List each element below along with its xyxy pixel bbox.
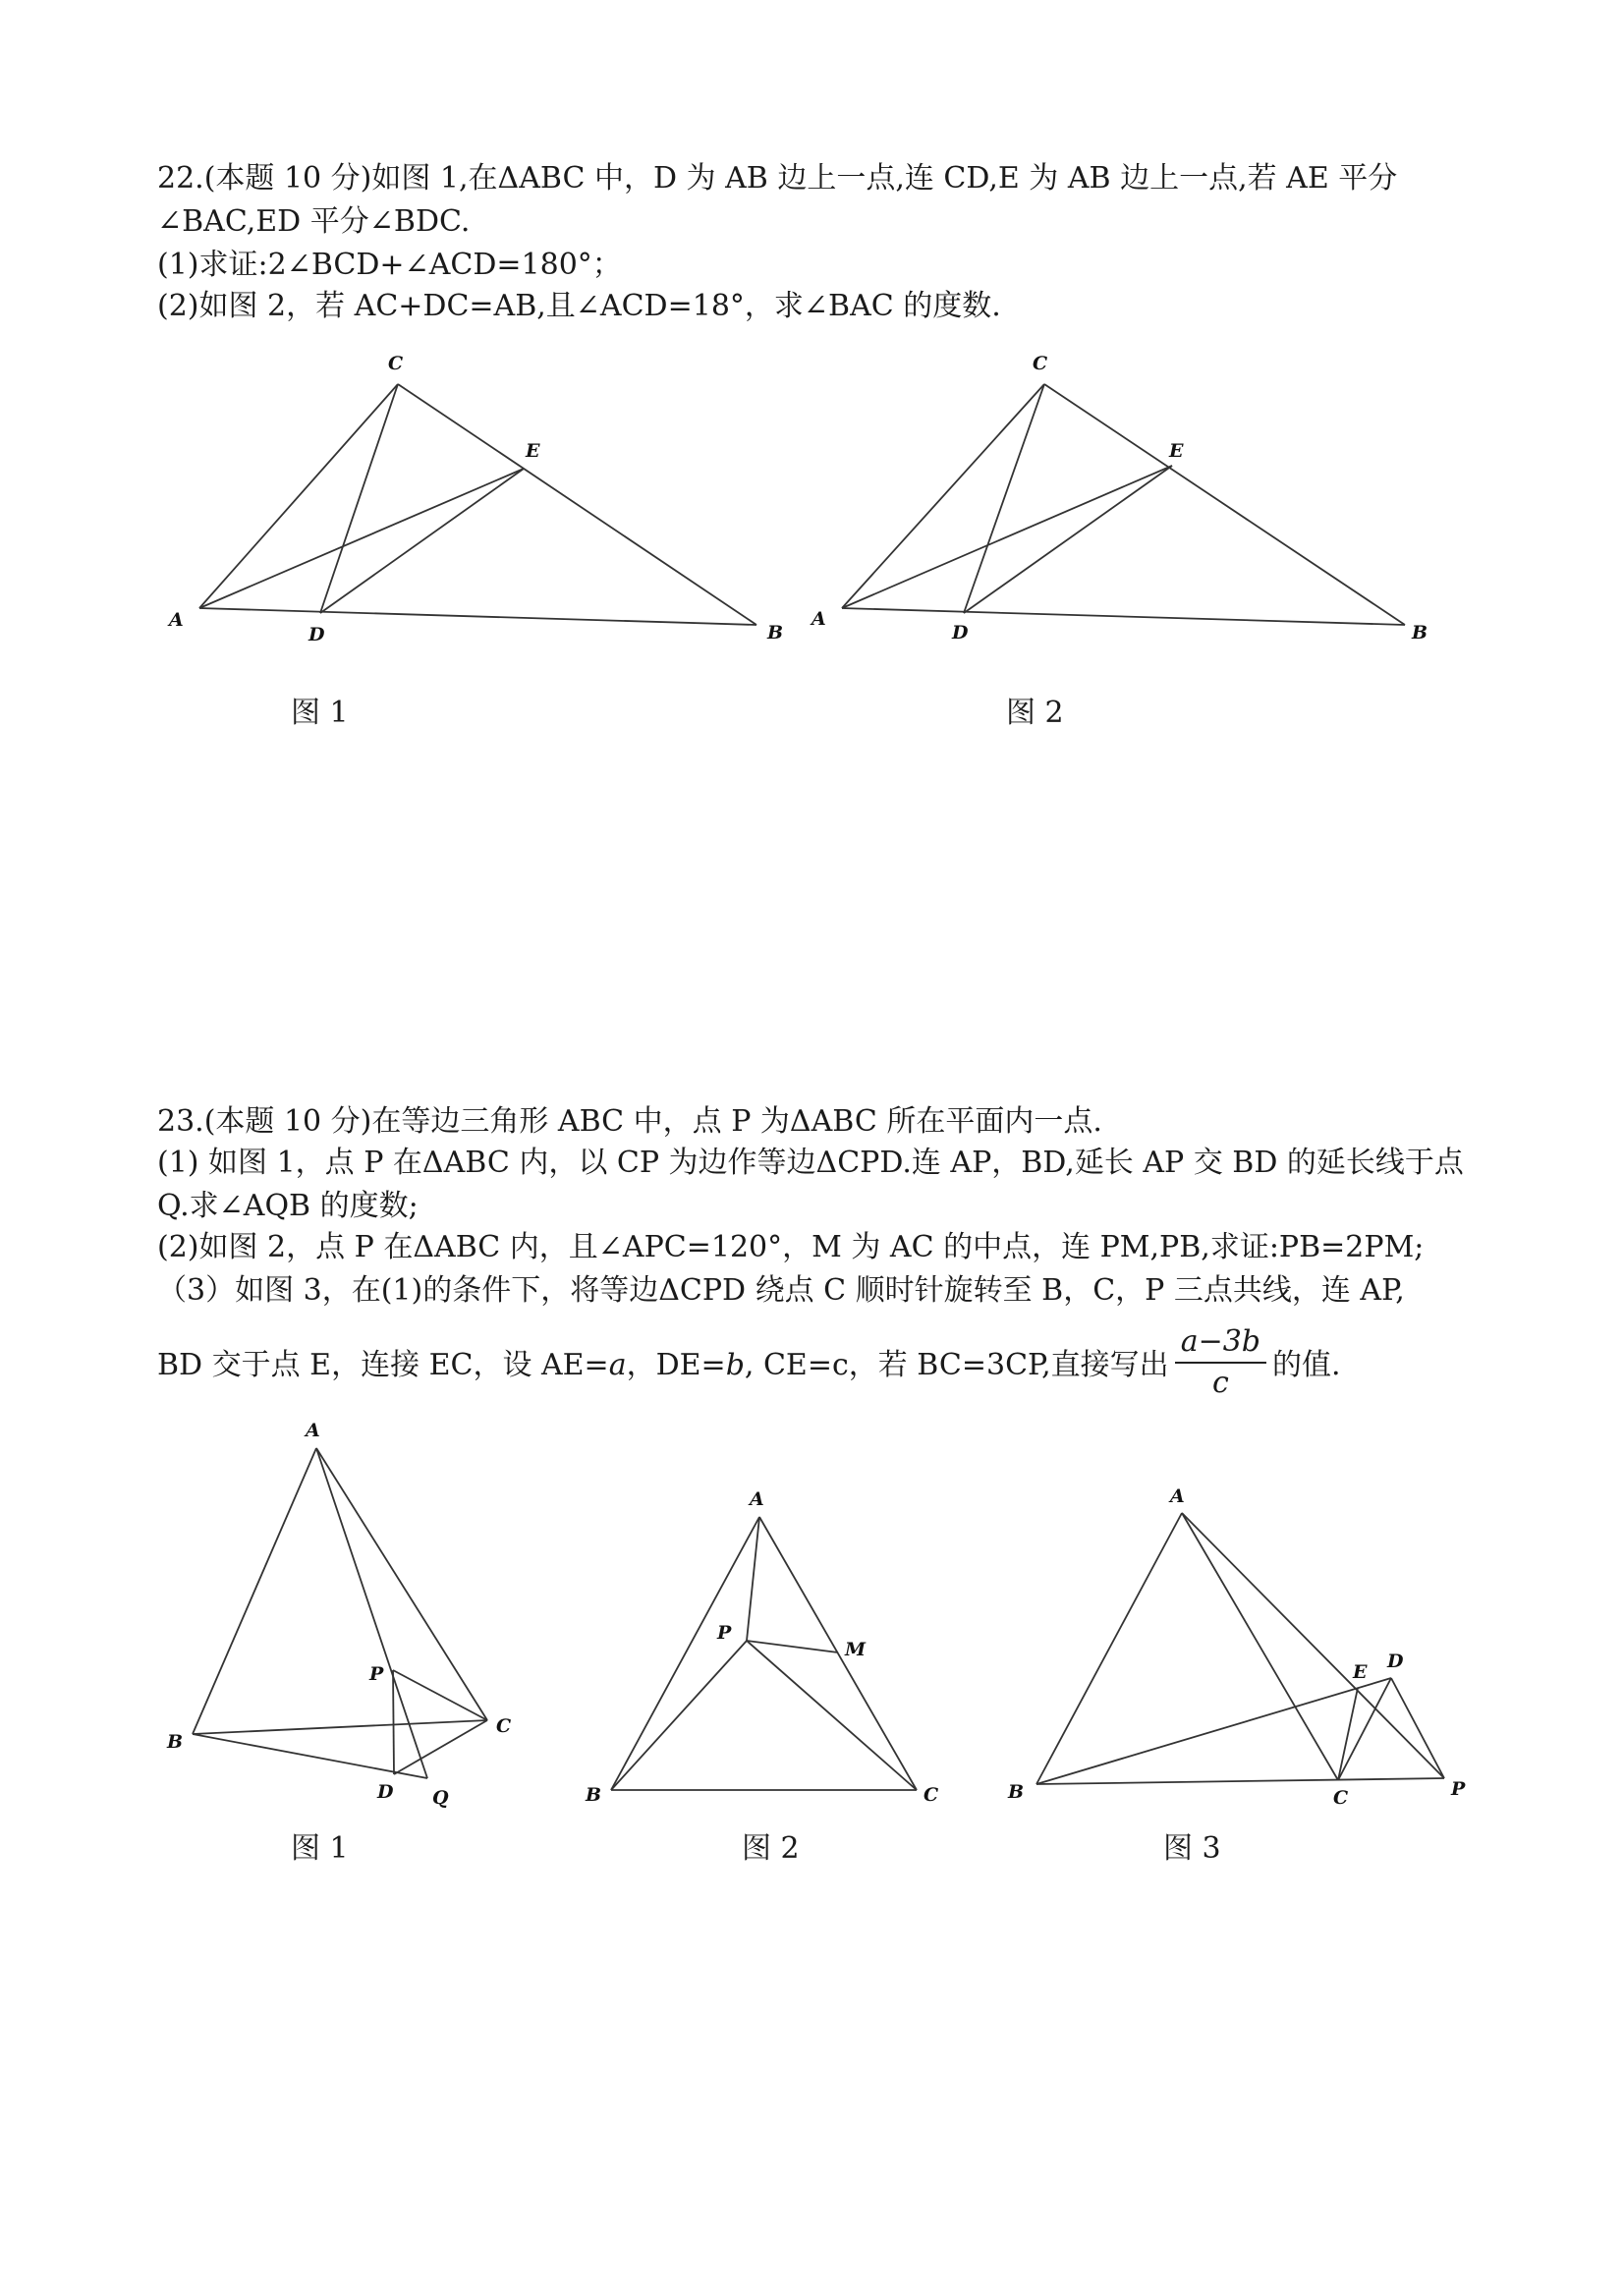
label-c: C [923, 1784, 939, 1806]
var-b: b [725, 1348, 745, 1382]
q22-line-3: (1)求证:2∠BCD+∠ACD=180°； [157, 248, 622, 282]
label-d: D [308, 624, 325, 645]
label-b: B [167, 1731, 184, 1753]
q23-line-6-part-d: 的值. [1272, 1348, 1341, 1382]
q23-line-2: (1) 如图 1，点 P 在ΔABC 内，以 CP 为边作等边ΔCPD.连 AP，BD,延长 AP 交 BD 的延长线于点 [157, 1146, 1464, 1180]
segment-ab [1036, 1513, 1182, 1784]
label-b: B [767, 622, 784, 644]
label-c: C [1333, 1787, 1349, 1809]
label-m: M [845, 1639, 867, 1660]
label-d: D [1387, 1651, 1404, 1672]
label-p: P [369, 1663, 384, 1685]
label-d: D [952, 622, 969, 644]
q23-line-1: 23.(本题 10 分)在等边三角形 ABC 中，点 P 为ΔABC 所在平面内一点. [157, 1104, 1102, 1139]
q23-fig1-caption: 图 1 [291, 1831, 349, 1866]
label-a: A [1170, 1485, 1185, 1507]
label-a: A [750, 1488, 764, 1510]
segment-bd [1036, 1678, 1391, 1784]
label-c: C [496, 1715, 512, 1737]
q23-line-6-part-b: ，DE= [626, 1348, 726, 1382]
label-e: E [526, 440, 540, 462]
label-a: A [306, 1420, 320, 1441]
label-d: D [377, 1781, 394, 1803]
label-e: E [1169, 440, 1184, 462]
q23-fig3-caption: 图 3 [1163, 1831, 1221, 1866]
q23-line-4: (2)如图 2，点 P 在ΔABC 内，且∠APC=120°，M 为 AC 的中点，连 PM,PB,求证:PB=2PM; [157, 1230, 1425, 1264]
segment-bp [1036, 1778, 1444, 1784]
q23-line-6-part-a: BD 交于点 E，连接 EC，设 AE= [157, 1348, 609, 1382]
segment-ce [1338, 1688, 1358, 1780]
label-a: A [812, 608, 826, 630]
label-b: B [586, 1784, 602, 1806]
label-c: C [1033, 353, 1048, 374]
var-a: a [608, 1348, 627, 1382]
q22-line-2: ∠BAC,ED 平分∠BDC. [157, 204, 471, 239]
segment-dp [1391, 1678, 1444, 1778]
q23-line-6-part-c: , CE=c，若 BC=3CP,直接写出 [744, 1348, 1169, 1382]
q23-fig2-caption: 图 2 [742, 1831, 800, 1866]
label-b: B [1008, 1781, 1025, 1803]
label-e: E [1353, 1661, 1368, 1683]
q22-fig2-caption: 图 2 [1006, 696, 1064, 730]
label-p: P [717, 1622, 732, 1644]
fraction-denominator: c [1211, 1366, 1229, 1400]
q22-line-1: 22.(本题 10 分)如图 1,在ΔABC 中，D 为 AB 边上一点,连 CD,E 为 AB 边上一点,若 AE 平分 [157, 161, 1398, 196]
label-a: A [169, 609, 184, 631]
label-q: Q [432, 1787, 449, 1809]
label-c: C [388, 353, 404, 374]
fraction-numerator: a−3b [1175, 1322, 1266, 1364]
segment-cd [1338, 1678, 1391, 1780]
q23-line-5: （3）如图 3，在(1)的条件下，将等边ΔCPD 绕点 C 顺时针旋转至 B，C，P 三点共线，连 AP, [157, 1273, 1405, 1308]
label-b: B [1412, 622, 1428, 644]
label-p: P [1451, 1778, 1466, 1800]
q23-line-3: Q.求∠AQB 的度数; [157, 1189, 419, 1223]
q22-line-4: (2)如图 2，若 AC+DC=AB,且∠ACD=18°，求∠BAC 的度数. [157, 289, 1001, 323]
q22-fig1-caption: 图 1 [291, 696, 349, 730]
